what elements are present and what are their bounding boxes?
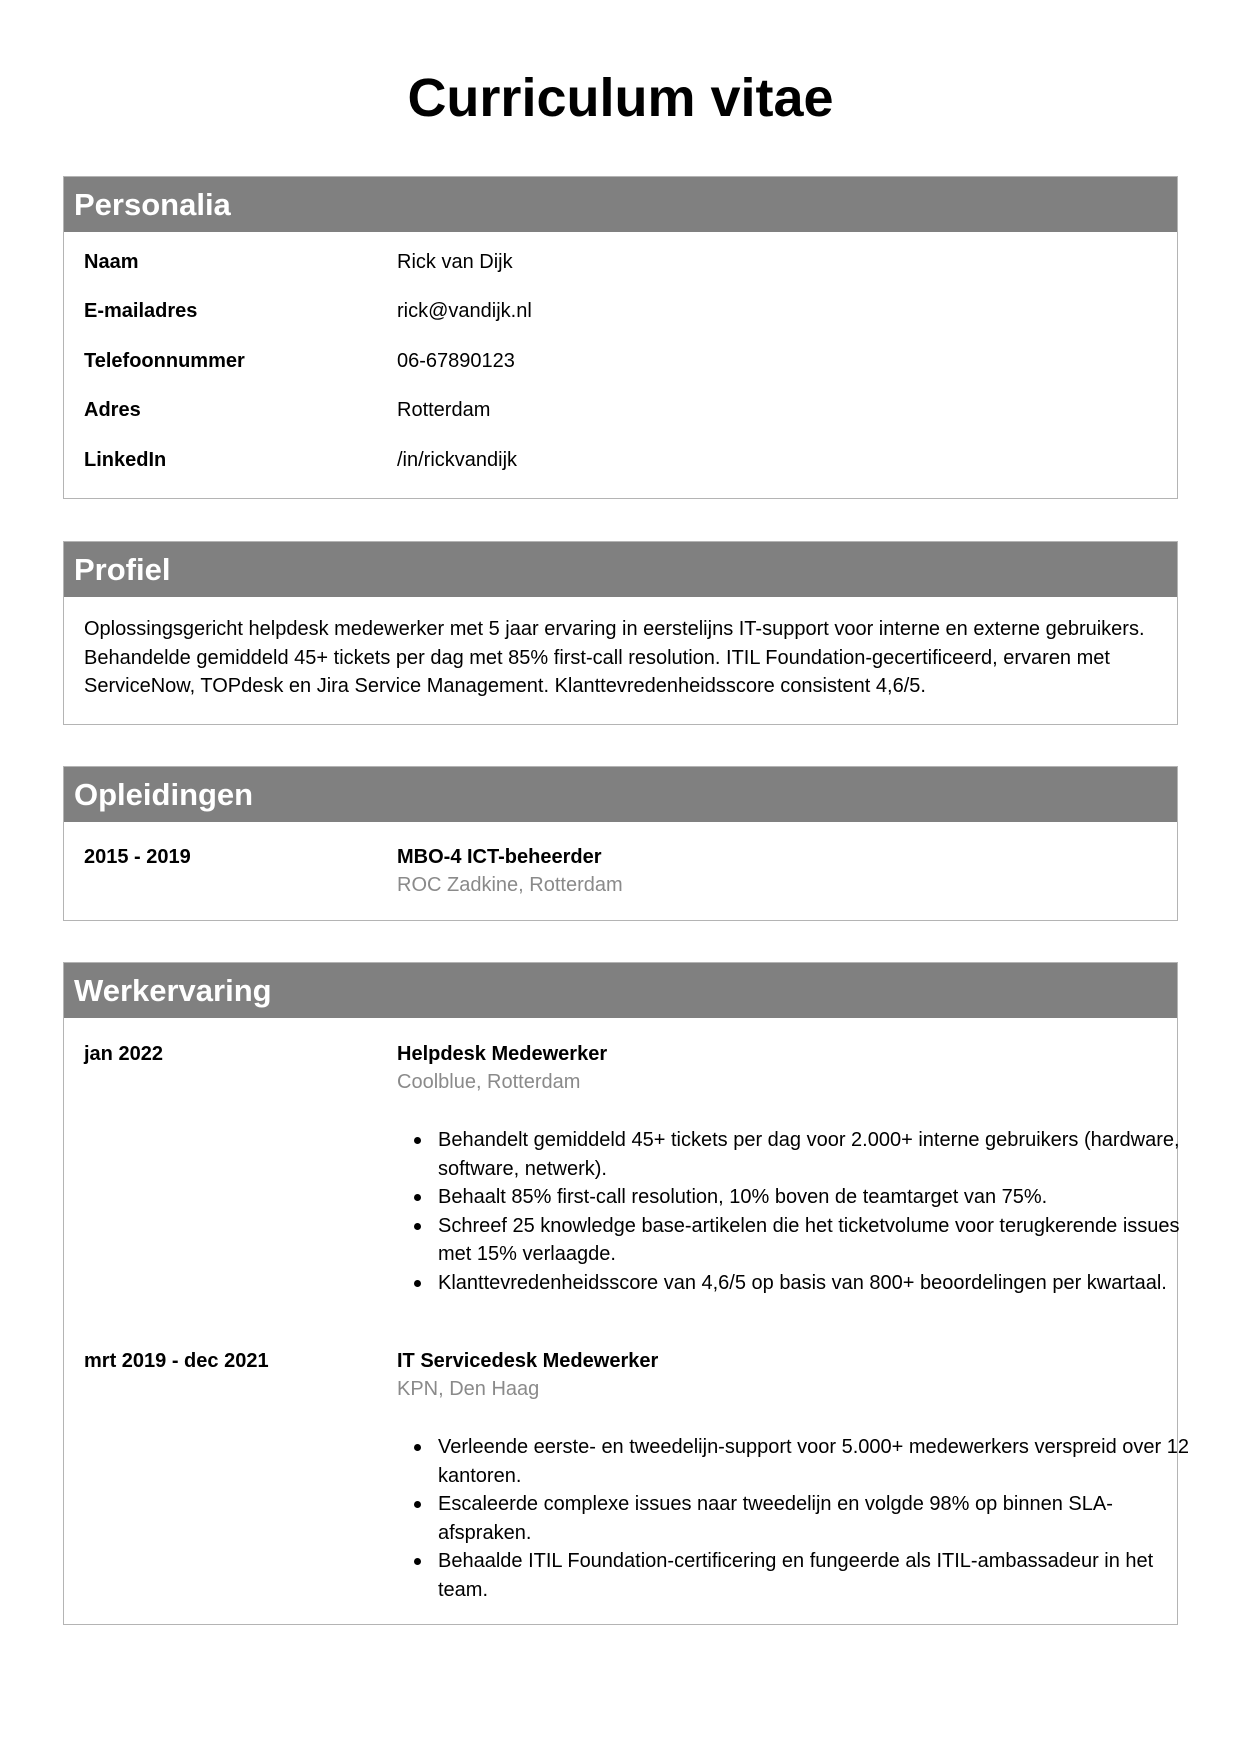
address-label: Adres <box>84 399 141 421</box>
page-title: Curriculum vitae <box>407 68 834 128</box>
job-company: KPN, Den Haag <box>397 1378 540 1400</box>
opleidingen-heading: Opleidingen <box>64 767 1177 822</box>
job-achievements-list <box>397 1126 1198 1297</box>
linkedin-value: /in/rickvandijk <box>397 449 518 471</box>
job-period: jan 2022 <box>84 1043 163 1065</box>
education-institution: ROC Zadkine, Rotterdam <box>397 874 623 896</box>
email-value: rick@vandijk.nl <box>397 300 532 322</box>
job-title: Helpdesk Medewerker <box>397 1043 608 1065</box>
job-company: Coolblue, Rotterdam <box>397 1071 581 1093</box>
education-title: MBO-4 ICT-beheerder <box>397 846 602 868</box>
werkervaring-heading: Werkervaring <box>64 963 1177 1018</box>
list-item: Schreef 25 knowledge base-artikelen die het ticketvolume voor terugkerende issues met 15% verlaagde. <box>438 1212 1198 1269</box>
list-item: Behaalt 85% first-call resolution, 10% boven de teamtarget van 75%. <box>438 1183 1198 1212</box>
list-item: Behaalde ITIL Foundation-certificering en fungeerde als ITIL-ambassadeur in het team. <box>438 1547 1198 1604</box>
list-item: Verleende eerste- en tweedelijn-support voor 5.000+ medewerkers verspreid over 12 kantoren. <box>438 1433 1198 1490</box>
profiel-section <box>63 541 1178 725</box>
job-period: mrt 2019 - dec 2021 <box>84 1350 269 1372</box>
list-item: Behandelt gemiddeld 45+ tickets per dag voor 2.000+ interne gebruikers (hardware, software, netwerk). <box>438 1126 1198 1183</box>
job-achievements-list <box>397 1433 1198 1604</box>
email-label: E-mailadres <box>84 300 198 322</box>
profile-text: Oplossingsgericht helpdesk medewerker met 5 jaar ervaring in eerstelijns IT-support voor interne en externe gebruikers. Behandelde gemiddeld 45+ tickets per dag met 85% first-call resolution. ITIL Foundation-gecertificeerd, ervaren met ServiceNow, TOPdesk en Jira Service Management. Klanttevredenheidsscore consistent 4,6/5. <box>84 618 1145 697</box>
personalia-heading: Personalia <box>64 177 1177 232</box>
opleidingen-section <box>63 766 1178 921</box>
name-label: Naam <box>84 251 139 273</box>
job-title: IT Servicedesk Medewerker <box>397 1350 659 1372</box>
phone-value: 06-67890123 <box>397 350 515 372</box>
name-value: Rick van Dijk <box>397 251 513 273</box>
personalia-section <box>63 176 1178 499</box>
address-value: Rotterdam <box>397 399 491 421</box>
werkervaring-section <box>63 962 1189 1625</box>
linkedin-label: LinkedIn <box>84 449 167 471</box>
phone-label: Telefoonnummer <box>84 350 245 372</box>
list-item: Escaleerde complexe issues naar tweedelijn en volgde 98% op binnen SLA-afspraken. <box>438 1490 1198 1547</box>
list-item: Klanttevredenheidsscore van 4,6/5 op basis van 800+ beoordelingen per kwartaal. <box>438 1269 1198 1298</box>
profiel-heading: Profiel <box>64 542 1177 597</box>
education-period: 2015 - 2019 <box>84 846 191 868</box>
